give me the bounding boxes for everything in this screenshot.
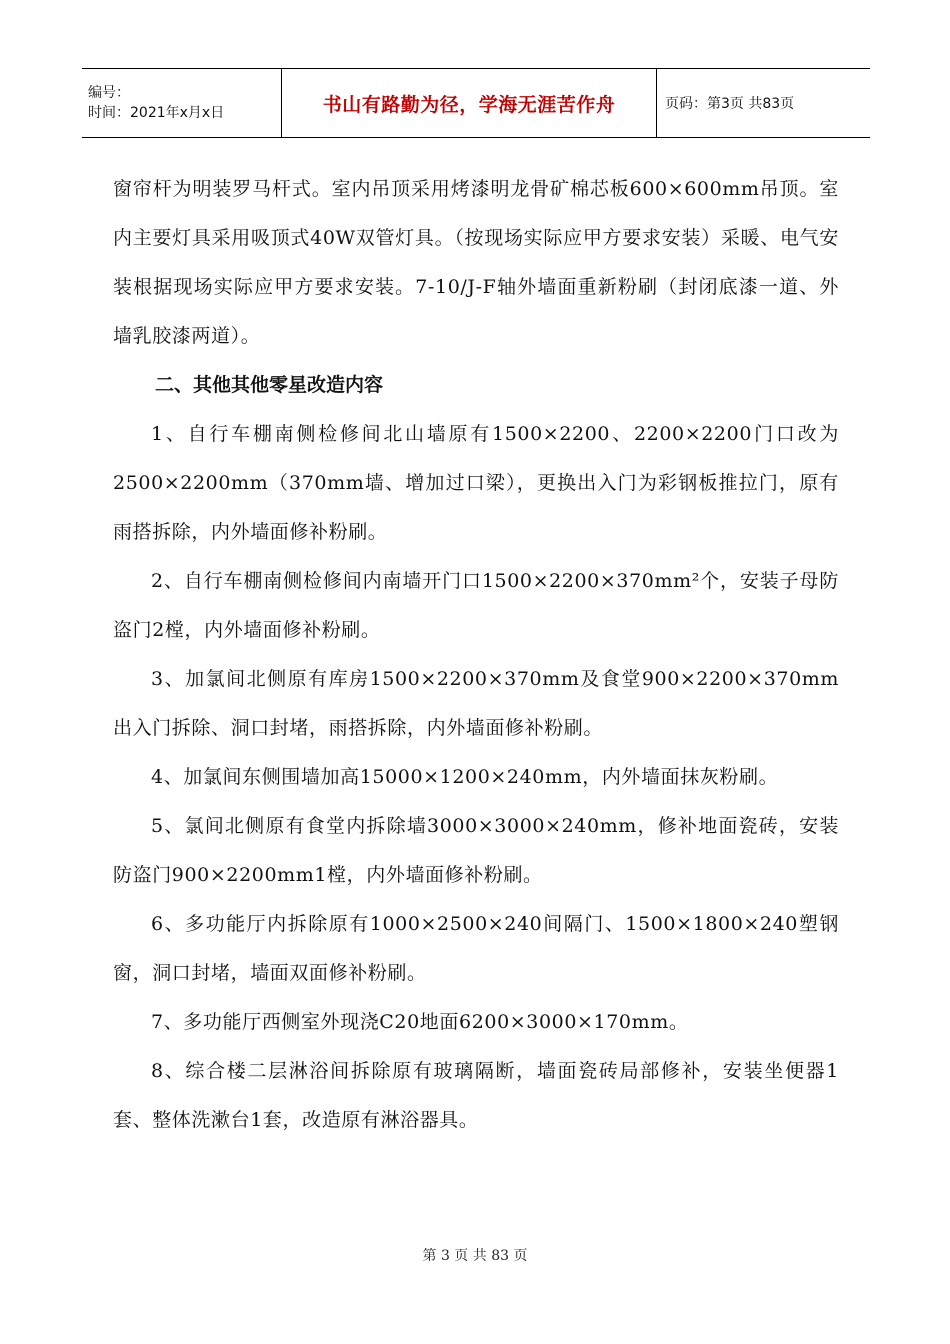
list-item: 7、多功能厅西侧室外现浇C20地面6200×3000×170mm。	[151, 1011, 689, 1033]
header-page-info: 页码：第3页 共83页	[665, 96, 795, 112]
document-body	[113, 165, 839, 1145]
list-item: 1、自行车棚南侧检修间北山墙原有1500×2200、2200×2200门口改为2500×2200mm（370mm墙、增加过口梁），更换出入门为彩钢板推拉门，原有雨搭拆除，内外墙面修补粉刷。	[113, 423, 839, 543]
header-meta	[82, 69, 282, 137]
section-heading: 二、其他其他零星改造内容	[155, 374, 384, 396]
list-item: 5、氯间北侧原有食堂内拆除墙3000×3000×240mm，修补地面瓷砖，安装防盗门900×2200mm1樘，内外墙面修补粉刷。	[113, 815, 839, 886]
paragraph: 窗帘杆为明装罗马杆式。室内吊顶采用烤漆明龙骨矿棉芯板600×600mm吊顶。室内主要灯具采用吸顶式40W双管灯具。（按现场实际应甲方要求安装）采暖、电气安装根据现场实际应甲方要求安装。7-10/J-F轴外墙面重新粉刷（封闭底漆一道、外墙乳胶漆两道）。	[113, 178, 839, 347]
list-item: 4、加氯间东侧围墙加高15000×1200×240mm，内外墙面抹灰粉刷。	[151, 766, 779, 788]
list-item: 8、综合楼二层淋浴间拆除原有玻璃隔断，墙面瓷砖局部修补，安装坐便器1套、整体洗漱台1套，改造原有淋浴器具。	[113, 1060, 839, 1131]
page-header	[82, 68, 870, 138]
page-footer: 第 3 页 共 83 页	[422, 1248, 528, 1264]
list-item: 6、多功能厅内拆除原有1000×2500×240间隔门、1500×1800×240塑钢窗，洞口封堵，墙面双面修补粉刷。	[113, 913, 839, 984]
document-date-label: 时间：2021年x月x日	[88, 105, 225, 121]
list-item: 3、加氯间北侧原有库房1500×2200×370mm及食堂900×2200×370mm出入门拆除、洞口封堵，雨搭拆除，内外墙面修补粉刷。	[113, 668, 839, 739]
list-item: 2、自行车棚南侧检修间内南墙开门口1500×2200×370mm²个，安装子母防盗门2樘，内外墙面修补粉刷。	[113, 570, 839, 641]
header-motto: 书山有路勤为径，学海无涯苦作舟	[282, 69, 657, 137]
document-number-label: 编号：	[88, 85, 130, 101]
